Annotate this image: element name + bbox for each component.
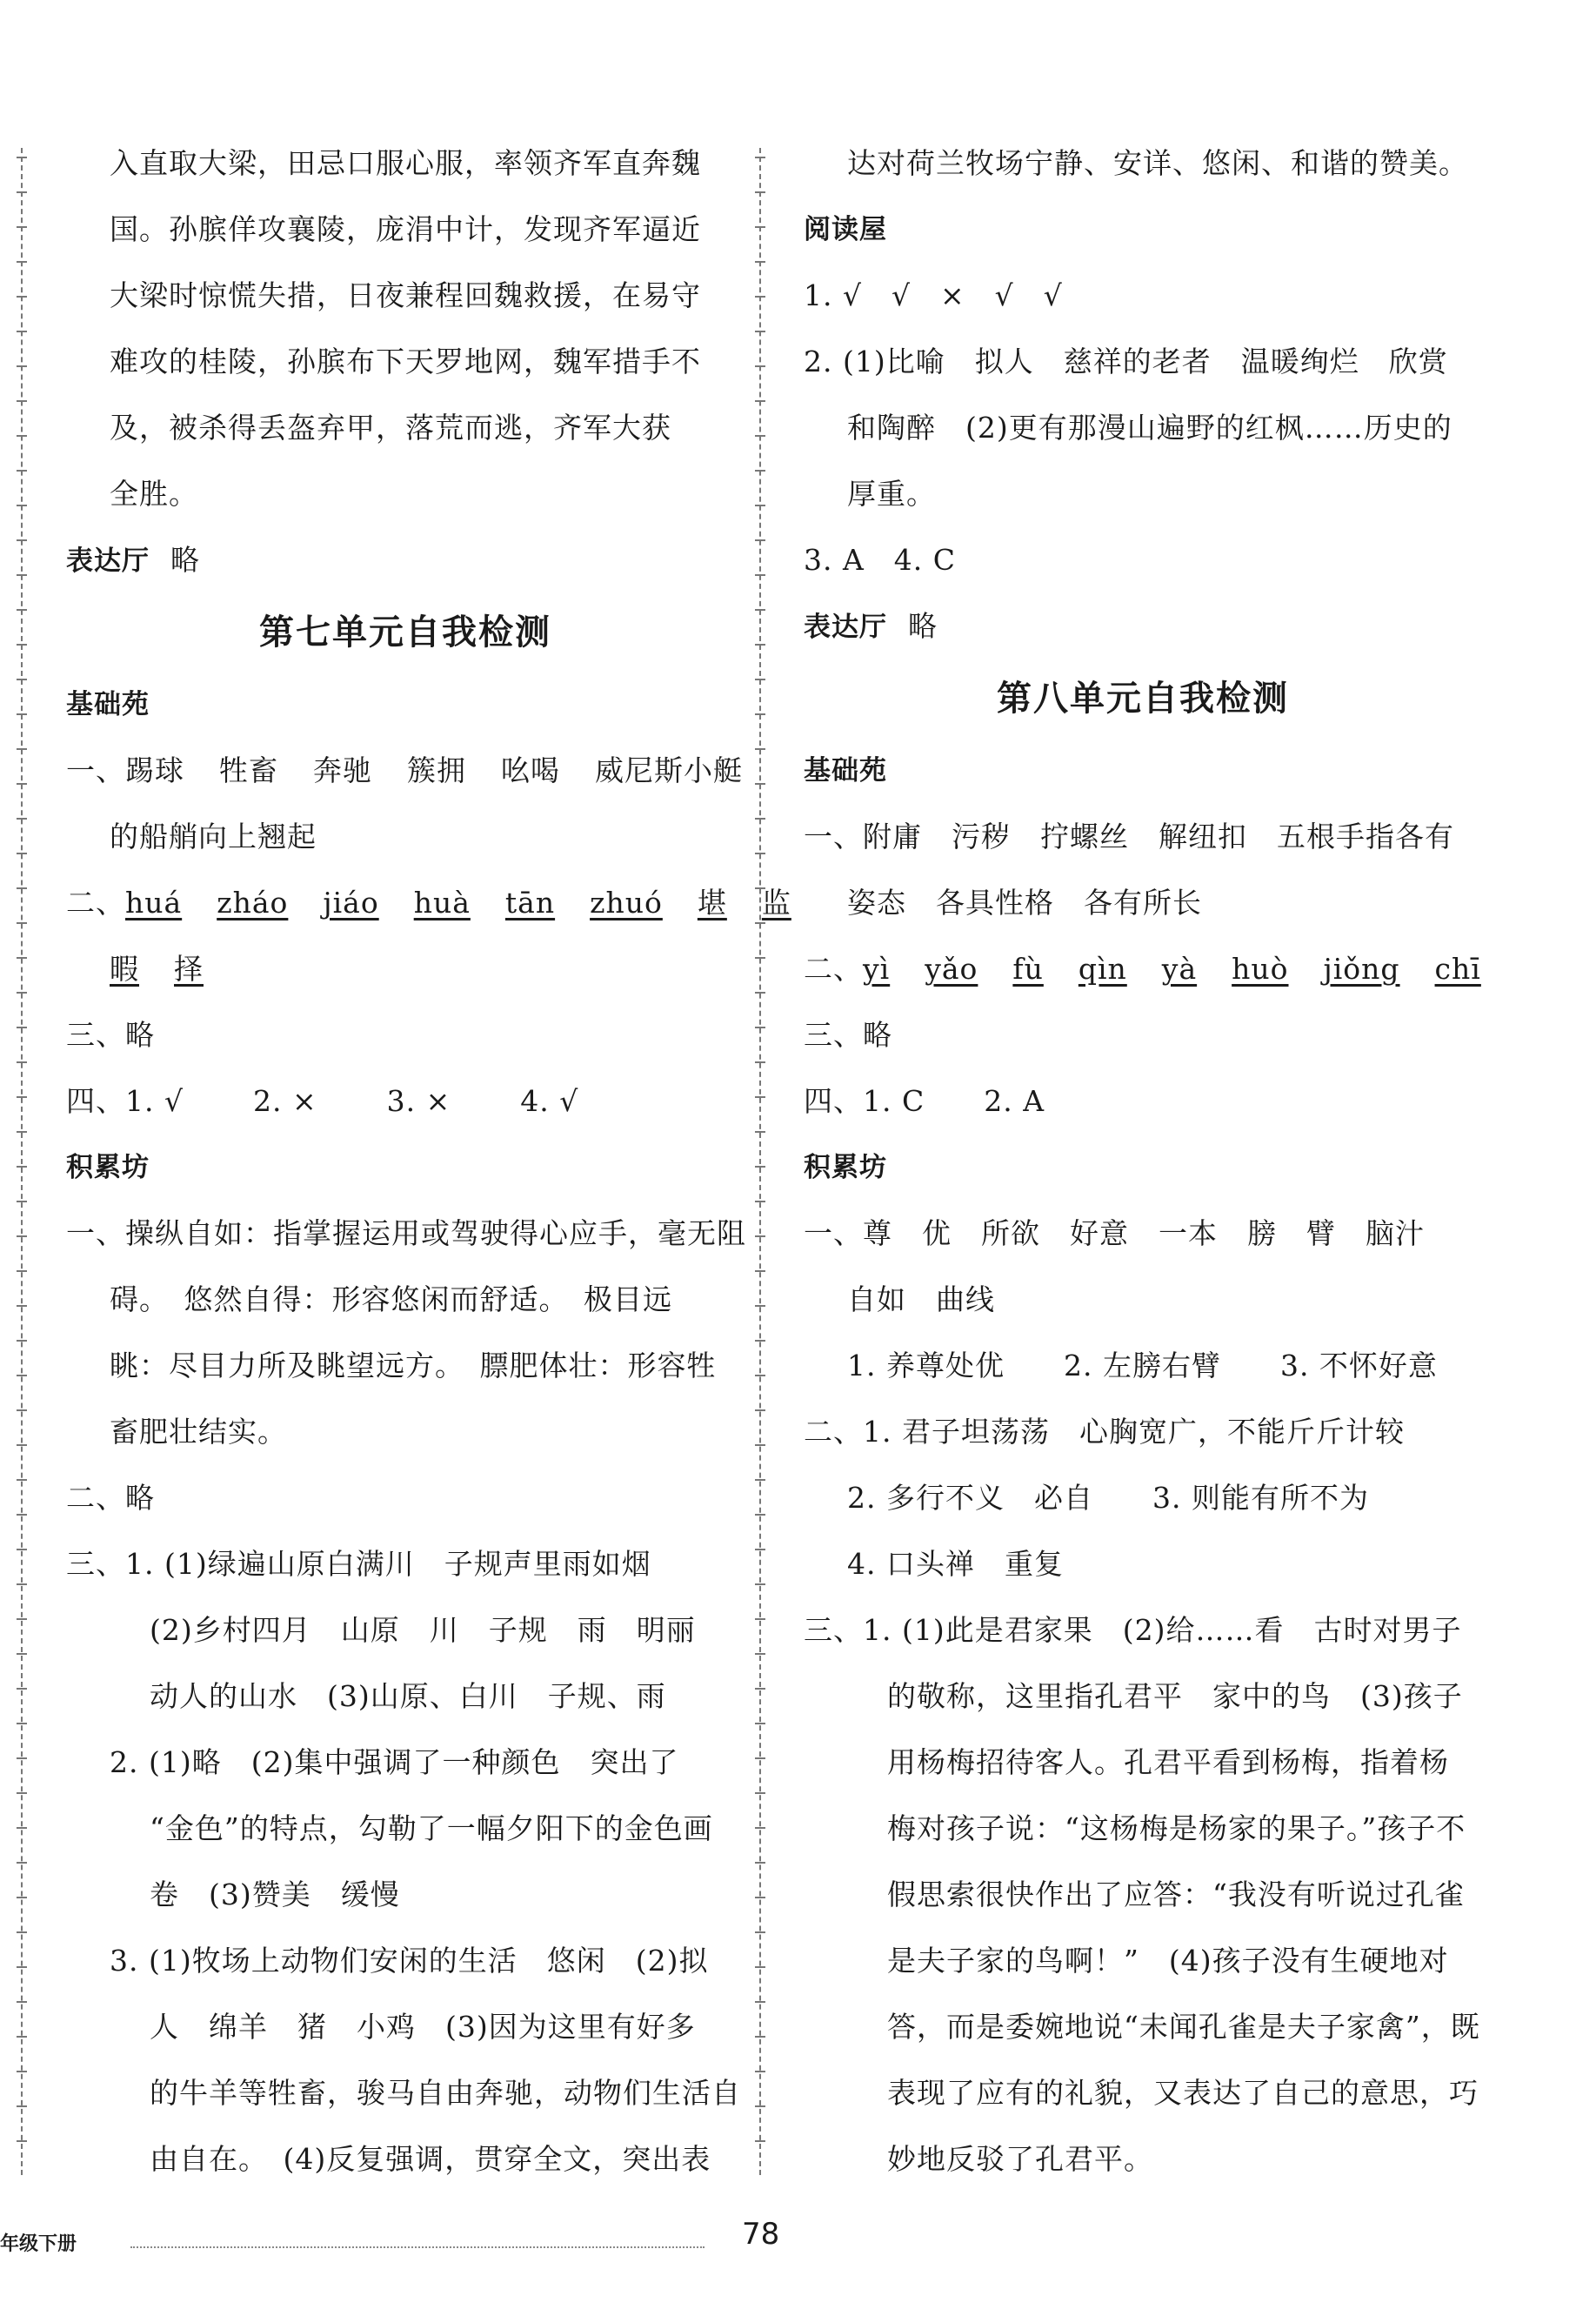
- section-heading: 阅读屋: [804, 214, 887, 245]
- binding-tick: [755, 296, 765, 298]
- binding-tick: [755, 1131, 765, 1133]
- continued-text-line: 入直取大梁，田忌口服心服，率领齐军直奔魏: [110, 146, 701, 180]
- binding-tick: [755, 748, 765, 750]
- binding-tick: [17, 1688, 27, 1690]
- binding-tick: [755, 1688, 765, 1690]
- pinyin-answer: yǎo: [925, 952, 978, 986]
- left-binding-line: [21, 148, 23, 2175]
- binding-tick: [17, 470, 27, 472]
- binding-tick: [17, 539, 27, 541]
- binding-tick: [17, 1653, 27, 1655]
- answer-line: “金色”的特点，勾勒了一幅夕阳下的金色画: [150, 1811, 713, 1845]
- binding-tick: [17, 644, 27, 646]
- binding-tick: [755, 1549, 765, 1550]
- binding-tick: [755, 992, 765, 994]
- answer-line: 二、略: [66, 1481, 155, 1515]
- binding-tick: [755, 1409, 765, 1411]
- char-answer: 堪: [697, 886, 727, 920]
- answer-line: 答，而是委婉地说“未闻孔雀是夫子家禽”，既: [887, 2010, 1480, 2044]
- answer-line: 3. A 4. C: [804, 543, 957, 577]
- continued-text-line: 及，被杀得丢盔弃甲，落荒而逃，齐军大获: [110, 411, 671, 445]
- binding-tick: [755, 2001, 765, 2003]
- answer-line: 妙地反驳了孔君平。: [887, 2142, 1153, 2176]
- binding-tick: [17, 2036, 27, 2038]
- binding-tick: [755, 644, 765, 646]
- binding-tick: [17, 1792, 27, 1794]
- binding-tick: [755, 783, 765, 785]
- answer-line: 1. 养尊处优 2. 左膀右臂 3. 不怀好意: [847, 1349, 1438, 1382]
- binding-tick: [755, 191, 765, 193]
- binding-tick: [17, 1966, 27, 1968]
- unit8-title: 第八单元自我检测: [997, 678, 1289, 719]
- answer-line: 2. 多行不义 必自 3. 则能有所不为: [847, 1481, 1369, 1515]
- question-label: 四、: [66, 1084, 125, 1118]
- pinyin-answer: tān: [504, 886, 556, 920]
- question-line: 三、略: [804, 1018, 892, 1052]
- binding-tick: [755, 922, 765, 924]
- binding-tick: [755, 818, 765, 820]
- binding-tick: [755, 1027, 765, 1028]
- binding-tick: [755, 1827, 765, 1829]
- pinyin-answer: yì: [863, 952, 891, 986]
- char-answer: 暇: [110, 952, 139, 986]
- binding-tick: [17, 1375, 27, 1376]
- answer-line: 是夫子家的鸟啊！” (4)孩子没有生硬地对: [887, 1944, 1449, 1978]
- right-column: [804, 131, 1482, 2192]
- question-line: 姿态 各具性格 各有所长: [847, 886, 1202, 920]
- answer-line: 厚重。: [847, 477, 936, 511]
- answer-line: 二、1. 君子坦荡荡 心胸宽广，不能斤斤计较: [804, 1415, 1405, 1449]
- binding-tick: [755, 1201, 765, 1202]
- binding-tick: [755, 226, 765, 228]
- binding-tick: [17, 1340, 27, 1342]
- binding-tick: [755, 957, 765, 959]
- answer-line: 自如 曲线: [847, 1282, 995, 1316]
- binding-tick: [755, 1723, 765, 1724]
- answer-line: 三、1. (1)绿遍山原白满川 子规声里雨如烟: [66, 1547, 651, 1581]
- expression-hall: [804, 593, 1482, 659]
- answer-line: 3. (1)牧场上动物们安闲的生活 悠闲 (2)拟: [110, 1944, 709, 1978]
- answer-word: 簇拥: [407, 753, 466, 787]
- binding-tick: [755, 609, 765, 611]
- binding-tick: [755, 1931, 765, 1933]
- binding-tick: [17, 1479, 27, 1481]
- binding-tick: [755, 2036, 765, 2038]
- binding-tick: [755, 1514, 765, 1516]
- pinyin-answer: huò: [1232, 952, 1289, 986]
- binding-tick: [755, 157, 765, 158]
- binding-tick: [755, 261, 765, 263]
- binding-tick: [17, 1514, 27, 1516]
- pinyin-answer: zhuó: [590, 886, 663, 920]
- binding-tick: [17, 922, 27, 924]
- binding-tick: [755, 1479, 765, 1481]
- pinyin-line: [804, 936, 1482, 1002]
- binding-tick: [755, 1618, 765, 1620]
- question-label: 二、: [804, 952, 863, 986]
- binding-tick: [755, 1966, 765, 1968]
- footer-grade-label: 年级下册: [0, 2233, 77, 2255]
- binding-tick: [755, 1061, 765, 1063]
- binding-tick: [755, 1897, 765, 1898]
- answer-line: 一、操纵自如：指掌握运用或驾驶得心应手，毫无阻: [66, 1216, 746, 1250]
- answer-line: 假思索很快作出了应答：“我没有听说过孔雀: [887, 1878, 1465, 1911]
- binding-tick: [17, 1027, 27, 1028]
- answer-text: 附庸 污秽 拧螺丝 解纽扣 五根手指各有: [863, 820, 1454, 853]
- section-heading: 基础苑: [804, 755, 887, 787]
- question-line: 四、1. C 2. A: [804, 1084, 1045, 1118]
- binding-tick: [17, 2071, 27, 2072]
- section-heading: 表达厅: [804, 612, 887, 643]
- answer-line: 的牛羊等牲畜，骏马自由奔驰，动物们生活自: [150, 2076, 741, 2110]
- answer-line: 眺：尽目力所及眺望远方。 膘肥体壮：形容牲: [110, 1349, 717, 1382]
- binding-tick: [755, 1653, 765, 1655]
- binding-tick: [755, 574, 765, 576]
- answer-word: 踢球: [125, 753, 184, 787]
- char-answer: 择: [174, 952, 204, 986]
- answer-line: 畜肥壮结实。: [110, 1415, 287, 1449]
- pinyin-answer: jiáo: [323, 886, 379, 920]
- continued-text-line: 全胜。: [110, 477, 198, 511]
- binding-tick: [17, 1061, 27, 1063]
- binding-tick: [17, 1270, 27, 1272]
- binding-tick: [17, 505, 27, 506]
- binding-tick: [17, 609, 27, 611]
- binding-tick: [17, 1549, 27, 1550]
- page-number: 78: [742, 2217, 780, 2252]
- pinyin-answer: huá: [125, 886, 183, 920]
- question-label: 一、: [804, 820, 863, 853]
- binding-tick: [17, 1444, 27, 1446]
- binding-tick: [17, 261, 27, 263]
- section-heading: 基础苑: [66, 689, 150, 720]
- binding-tick: [17, 1131, 27, 1133]
- continued-text-line: 难攻的桂陵，孙膑布下天罗地网，魏军措手不: [110, 345, 701, 378]
- binding-tick: [17, 1166, 27, 1168]
- question-line: [66, 738, 745, 804]
- answer-line: 和陶醉 (2)更有那漫山遍野的红枫……历史的: [847, 411, 1452, 445]
- answer-line: 由自在。 (4)反复强调，贯穿全文，突出表: [150, 2142, 711, 2176]
- pinyin-answer: fù: [1012, 952, 1044, 986]
- binding-tick: [17, 1305, 27, 1307]
- answer-line: 2. (1)略 (2)集中强调了一种颜色 突出了: [110, 1745, 679, 1779]
- binding-tick: [17, 2105, 27, 2107]
- binding-tick: [17, 435, 27, 437]
- binding-tick: [755, 2140, 765, 2142]
- answer-line: (2)乡村四月 山原 川 子规 雨 明丽: [150, 1613, 696, 1647]
- continued-text-line: 大梁时惊慌失措，日夜兼程回魏救援，在易守: [110, 278, 701, 312]
- binding-tick: [755, 1862, 765, 1864]
- binding-tick: [755, 400, 765, 402]
- binding-tick: [17, 1583, 27, 1585]
- answer-text: 略: [908, 609, 938, 643]
- binding-tick: [755, 2071, 765, 2072]
- answer-line: 一、尊 优 所欲 好意 一本 膀 臂 脑汁: [804, 1216, 1425, 1250]
- footer-divider: [130, 2246, 705, 2248]
- answer-line: 卷 (3)赞美 缓慢: [150, 1878, 400, 1911]
- continued-text-line: 达对荷兰牧场宁静、安详、悠闲、和谐的赞美。: [847, 146, 1468, 180]
- binding-tick: [17, 2140, 27, 2142]
- binding-tick: [755, 1444, 765, 1446]
- answer-line: 动人的山水 (3)山原、白川 子规、雨: [150, 1679, 666, 1713]
- binding-tick: [17, 957, 27, 959]
- question-line: 三、略: [66, 1018, 155, 1052]
- judge-answer: 4. √: [520, 1084, 579, 1118]
- binding-tick: [755, 435, 765, 437]
- pinyin-answer: huà: [413, 886, 471, 920]
- binding-tick: [17, 1827, 27, 1829]
- binding-tick: [755, 679, 765, 680]
- binding-tick: [755, 713, 765, 715]
- answer-line: 表现了应有的礼貌，又表达了自己的意思，巧: [887, 2076, 1479, 2110]
- binding-tick: [17, 365, 27, 367]
- center-binding-line: [759, 148, 761, 2175]
- pinyin-answer: jiǒng: [1323, 952, 1400, 986]
- binding-tick: [17, 1618, 27, 1620]
- binding-tick: [755, 1096, 765, 1098]
- question-label: 二、: [66, 886, 125, 920]
- binding-tick: [755, 1583, 765, 1585]
- binding-tick: [17, 1723, 27, 1724]
- char-answer: 监: [761, 886, 791, 920]
- answer-line: 2. (1)比喻 拟人 慈祥的老者 温暖绚烂 欣赏: [804, 345, 1448, 378]
- binding-tick: [755, 1235, 765, 1237]
- expression-hall: [66, 527, 745, 593]
- binding-tick: [755, 2105, 765, 2107]
- question-line: [66, 1068, 745, 1135]
- binding-tick: [17, 853, 27, 854]
- binding-tick: [17, 887, 27, 889]
- judge-answer: 2. ×: [253, 1084, 317, 1118]
- answer-line: 碍。 悠然自得：形容悠闲而舒适。 极目远: [110, 1282, 672, 1316]
- binding-tick: [755, 365, 765, 367]
- binding-tick: [755, 505, 765, 506]
- binding-tick: [17, 1757, 27, 1759]
- binding-tick: [755, 1270, 765, 1272]
- answer-word: 威尼斯小艇: [595, 753, 743, 787]
- binding-tick: [17, 1096, 27, 1098]
- answer-line: 的敬称，这里指孔君平 家中的鸟 (3)孩子: [887, 1679, 1463, 1713]
- binding-tick: [17, 1862, 27, 1864]
- binding-tick: [17, 783, 27, 785]
- binding-tick: [17, 1409, 27, 1411]
- pinyin-answer: zháo: [217, 886, 289, 920]
- binding-tick: [17, 400, 27, 402]
- binding-tick: [755, 1757, 765, 1759]
- binding-tick: [755, 853, 765, 854]
- answer-text: 略: [170, 543, 200, 577]
- binding-tick: [17, 818, 27, 820]
- binding-tick: [755, 539, 765, 541]
- pinyin-answer: qìn: [1078, 952, 1127, 986]
- answer-line: 4. 口头禅 重复: [847, 1547, 1064, 1581]
- answer-line: 人 绵羊 猪 小鸡 (3)因为这里有好多: [150, 2010, 696, 2044]
- answer-line: 用杨梅招待客人。孔君平看到杨梅，指着杨: [887, 1745, 1449, 1779]
- binding-tick: [755, 331, 765, 332]
- answer-word: 吆喝: [501, 753, 560, 787]
- answer-word: 奔驰: [313, 753, 372, 787]
- binding-tick: [17, 1235, 27, 1237]
- continued-text-line: 国。孙膑佯攻襄陵，庞涓中计，发现齐军逼近: [110, 212, 701, 246]
- binding-tick: [17, 191, 27, 193]
- question-label: 一、: [66, 753, 125, 787]
- judge-answer: 1. √: [125, 1084, 184, 1118]
- question-line: [804, 804, 1482, 870]
- answer-line: 三、1. (1)此是君家果 (2)给……看 古时对男子: [804, 1613, 1462, 1647]
- left-column: [66, 131, 791, 2192]
- binding-tick: [17, 2001, 27, 2003]
- binding-tick: [755, 1166, 765, 1168]
- binding-tick: [17, 574, 27, 576]
- pinyin-line: [66, 936, 745, 1002]
- binding-tick: [17, 1201, 27, 1202]
- answer-word: 牲畜: [219, 753, 278, 787]
- binding-tick: [755, 1305, 765, 1307]
- pinyin-line: [66, 870, 791, 936]
- unit7-title: 第七单元自我检测: [259, 612, 551, 653]
- binding-tick: [17, 1931, 27, 1933]
- answer-line: 梅对孩子说：“这杨梅是杨家的果子。”孩子不: [887, 1811, 1466, 1845]
- binding-tick: [17, 748, 27, 750]
- pinyin-answer: yà: [1161, 952, 1198, 986]
- binding-tick: [17, 679, 27, 680]
- binding-tick: [17, 157, 27, 158]
- binding-tick: [755, 1340, 765, 1342]
- binding-tick: [17, 1897, 27, 1898]
- binding-tick: [755, 1792, 765, 1794]
- judge-answer: 3. ×: [386, 1084, 451, 1118]
- section-heading: 表达厅: [66, 546, 150, 577]
- binding-tick: [755, 470, 765, 472]
- question-line: 的船艄向上翘起: [110, 820, 317, 853]
- binding-tick: [17, 331, 27, 332]
- answer-line: 1. √ √ × √ √: [804, 278, 1063, 312]
- section-heading: 积累坊: [66, 1152, 150, 1183]
- binding-tick: [755, 1375, 765, 1376]
- section-heading: 积累坊: [804, 1152, 887, 1183]
- binding-tick: [17, 226, 27, 228]
- binding-tick: [17, 992, 27, 994]
- pinyin-answer: chī: [1434, 952, 1481, 986]
- binding-tick: [17, 296, 27, 298]
- binding-tick: [17, 713, 27, 715]
